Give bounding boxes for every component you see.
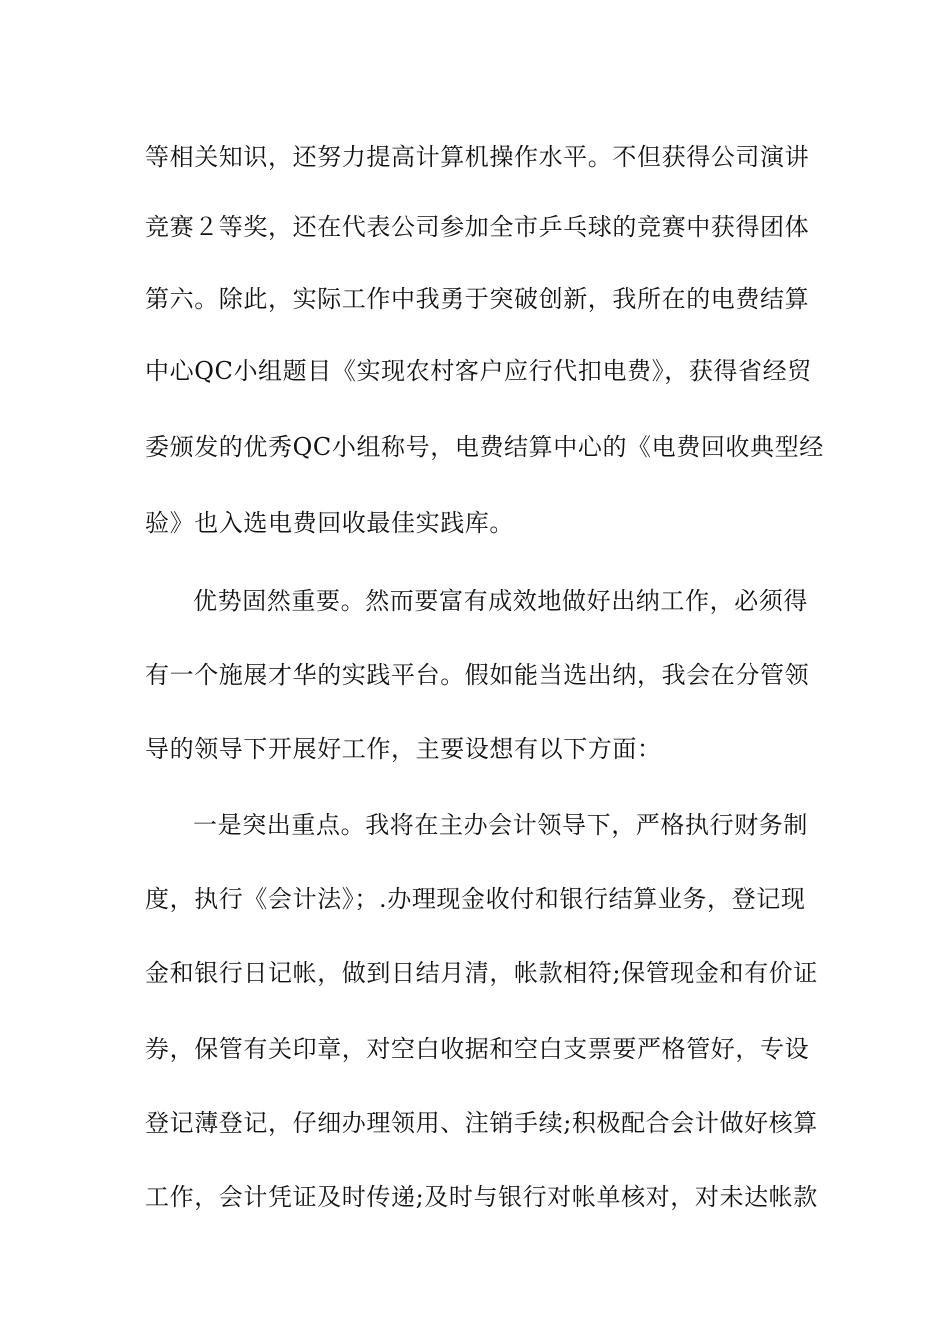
paragraph-line-10: 一是突出重点。我将在主办会计领导下，严格执行财务制 (193, 811, 808, 839)
paragraph-line-5: 委颁发的优秀QC小组称号，电费结算中心的《电费回收典型经 (145, 433, 824, 461)
paragraph-line-8: 有一个施展才华的实践平台。假如能当选出纳，我会在分管领 (145, 661, 810, 689)
paragraph-line-2: 竞赛２等奖，还在代表公司参加全市乒乓球的竞赛中获得团体 (145, 213, 810, 241)
paragraph-line-7: 优势固然重要。然而要富有成效地做好出纳工作，必须得 (193, 587, 808, 615)
paragraph-line-6: 验》也入选电费回收最佳实践库。 (145, 509, 514, 537)
paragraph-line-11: 度，执行《会计法》；.办理现金收付和银行结算业务，登记现 (145, 885, 806, 913)
paragraph-line-9: 导的领导下开展好工作，主要设想有以下方面： (145, 735, 662, 763)
paragraph-line-13: 券，保管有关印章，对空白收据和空白支票要严格管好，专设 (145, 1035, 810, 1063)
paragraph-line-14: 登记薄登记，仔细办理领用、注销手续;积极配合会计做好核算 (145, 1109, 818, 1137)
paragraph-line-3: 第六。除此，实际工作中我勇于突破创新，我所在的电费结算 (145, 285, 810, 313)
paragraph-line-12: 金和银行日记帐，做到日结月清，帐款相符;保管现金和有价证 (145, 959, 818, 987)
paragraph-line-1: 等相关知识，还努力提高计算机操作水平。不但获得公司演讲 (145, 143, 810, 171)
paragraph-line-4: 中心QC小组题目《实现农村客户应行代扣电费》，获得省经贸 (145, 357, 812, 385)
paragraph-line-15: 工作，会计凭证及时传递;及时与银行对帐单核对，对未达帐款 (145, 1183, 818, 1211)
